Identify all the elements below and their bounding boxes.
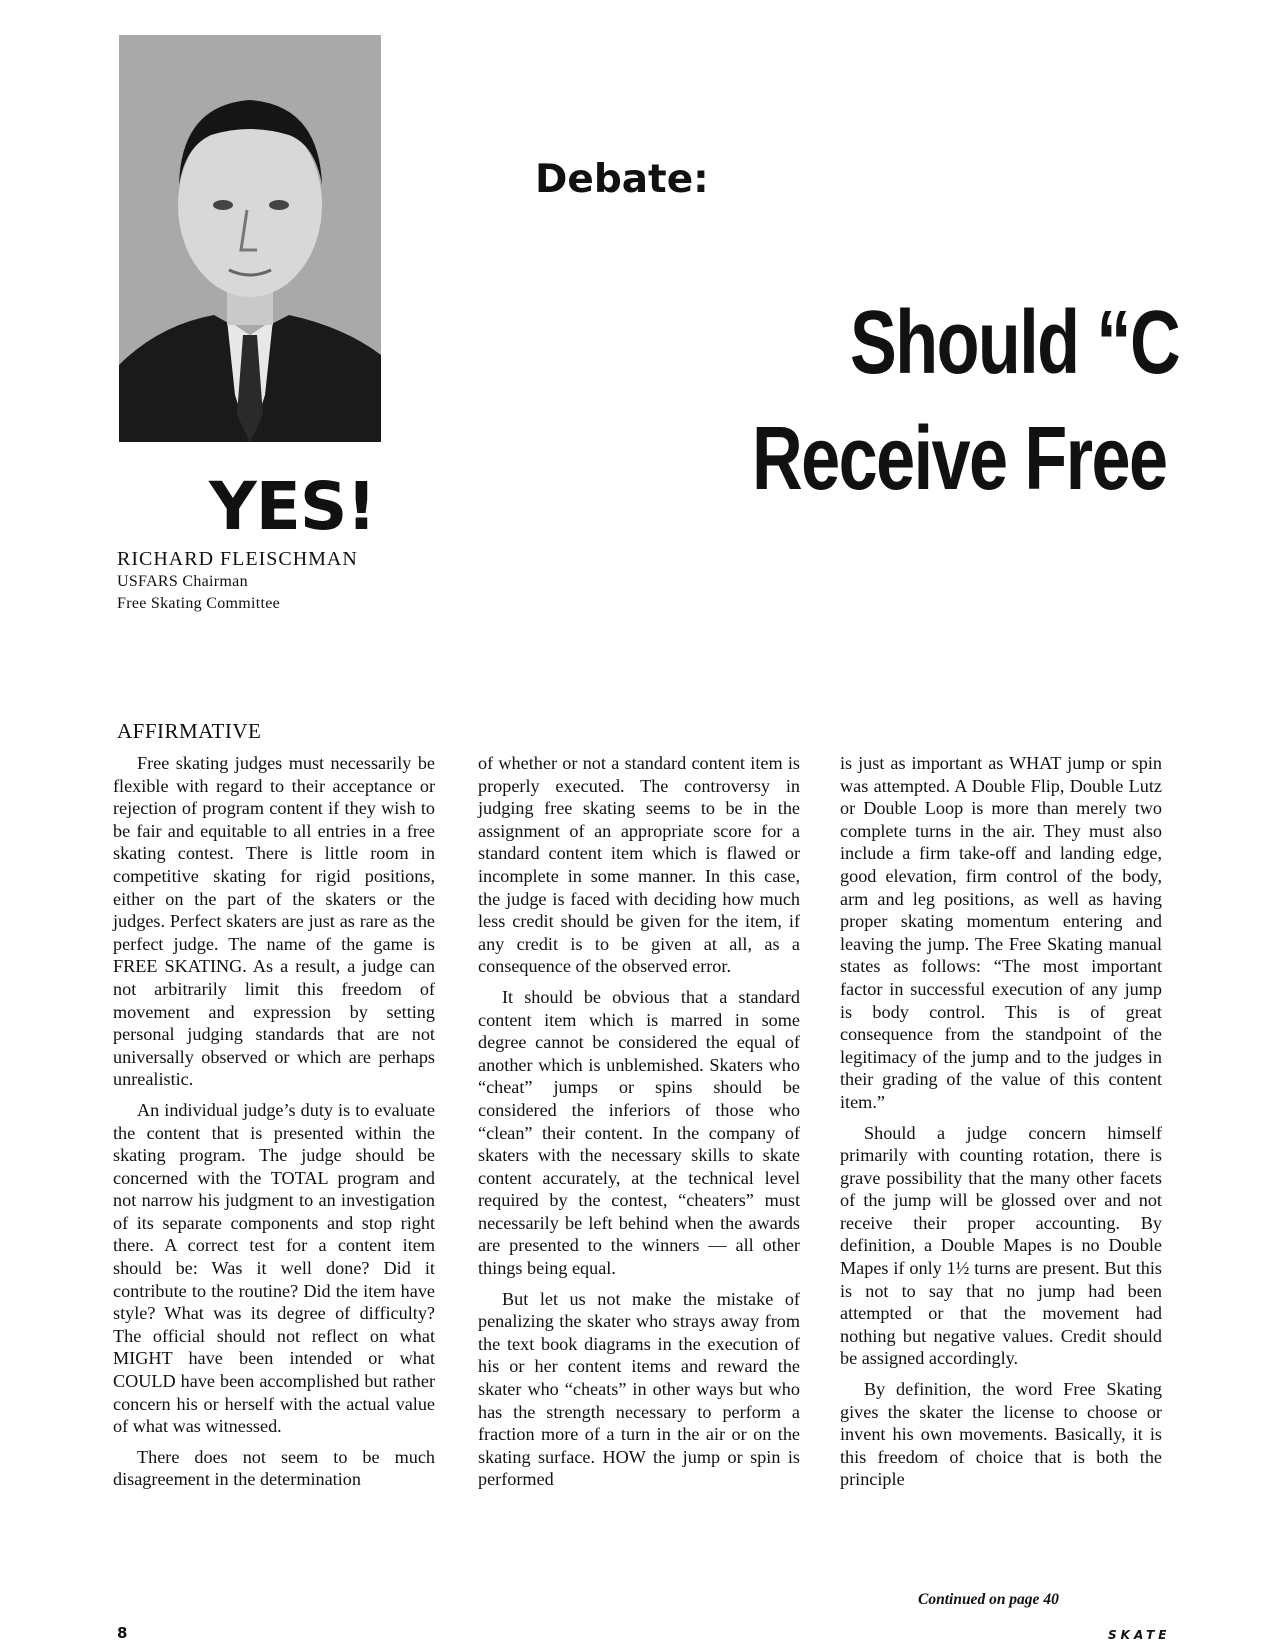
paragraph: is just as important as WHAT jump or spin was attempted. A Double Flip, Double Lutz or Double Loop is more than merely two complete turns in the air. They must also include a firm take-off and landing edge, good elevation, firm control of the body, arm and leg positions, as well as having proper skating momentum entering and leaving the jump. The Free Skating manual states as follows: “The most important factor in successful execution of any jump is body control. This is of great consequence from the standpoint of the legitimacy of the jump and to the judges in their grading of the value of this content item.”: [840, 753, 1162, 1112]
article-column-1: [113, 752, 435, 1499]
verdict-heading: YES!: [209, 468, 376, 545]
paragraph: Should a judge concern himself primarily with counting rotation, there is grave possibility that the many other facets of the jump will be glossed over and not receive their proper accounting. By definition, a Double Mapes is no Double Mapes if only 1½ turns are present. But this is not to say that no jump had been attempted or that the movement had nothing but negative values. Credit should be assigned accordingly.: [840, 1122, 1162, 1369]
author-title-1: USFARS Chairman: [117, 573, 248, 590]
paragraph: There does not seem to be much disagreement in the determination: [113, 1446, 435, 1490]
magazine-name: SKATE: [1108, 1628, 1171, 1642]
article-column-2: [478, 752, 800, 1499]
page-number: 8: [117, 1624, 128, 1642]
headline-line-1: Should “C: [850, 293, 1180, 393]
debate-kicker: Debate:: [535, 157, 709, 202]
paragraph: Free skating judges must necessarily be flexible with regard to their acceptance or rejection of program content if they wish to be fair and equitable to all entries in a free skating contest. There is little room in competitive skating for rigid positions, either on the part of the skaters or the judges. Perfect skaters are just as rare as the perfect judge. The name of the game is FREE SKATING. As a result, a judge can not arbitrarily limit this freedom of movement and expression by setting personal judging standards that are not universally observed or which are perhaps unrealistic.: [113, 753, 435, 1090]
paragraph: It should be obvious that a standard content item which is marred in some degree cannot be considered the equal of another which is unblemished. Skaters who “cheat” jumps or spins should be considered the inferiors of those who “clean” their content. In the company of skaters with the necessary skills to skate content accurately, at the technical level required by the contest, “cheaters” must necessarily be left behind when the awards are presented to the winners — all other things being equal.: [478, 986, 800, 1279]
headline-line-2: Receive Free: [752, 409, 1167, 509]
paragraph: By definition, the word Free Skating gives the skater the license to choose or invent his own movements. Basically, it is this freedom of choice that is both the principle: [840, 1379, 1162, 1490]
section-label: AFFIRMATIVE: [117, 719, 262, 743]
paragraph: An individual judge’s duty is to evaluate the content that is presented within the skating program. The judge should be concerned with the TOTAL program and not narrow his judgment to an investigation of its separate components and stop right there. A correct test for a content item should be: Was it well done? Did it contribute to the routine? Did the item have style? What was its degree of difficulty? The official should not reflect on what MIGHT have been intended or what COULD have been accomplished but rather concern his or herself with the actual value of what was witnessed.: [113, 1099, 435, 1437]
paragraph: of whether or not a standard content item is properly executed. The controversy in judging free skating seems to be in the assignment of an appropriate score for a standard content item which is flawed or incomplete in some manner. In this case, the judge is faced with deciding how much less credit should be given for the item, if any credit is to be given at all, as a consequence of the observed error.: [478, 753, 800, 977]
portrait-illustration: [119, 35, 381, 442]
author-photo: [119, 35, 381, 442]
continued-note: Continued on page 40: [918, 1591, 1059, 1608]
author-byline: [117, 548, 358, 615]
author-title-2: Free Skating Committee: [117, 595, 281, 612]
author-name: RICHARD FLEISCHMAN: [117, 548, 358, 570]
paragraph: But let us not make the mistake of penalizing the skater who strays away from the text book diagrams in the execution of his or her content items and reward the skater who “cheats” in other ways but who has the strength necessary to perform a fraction more of a turn in the air or on the skating surface. HOW the jump or spin is performed: [478, 1288, 800, 1490]
article-column-3: [840, 752, 1162, 1499]
